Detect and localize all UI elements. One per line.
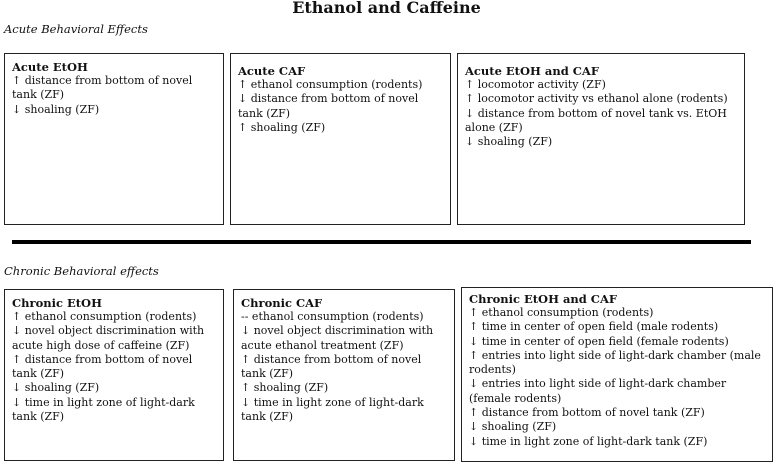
- effect-line: ↓ time in light zone of light-dark tank (ZF): [469, 434, 708, 448]
- effect-line: ↓ entries into light side of light-dark chamber (female rodents): [469, 377, 727, 405]
- effect-list: [238, 78, 443, 135]
- box-heading: Acute CAF: [238, 64, 306, 78]
- diagram-title: Ethanol and Caffeine: [292, 0, 481, 17]
- effect-list: [12, 310, 216, 424]
- effect-line: ↑ ethanol consumption (rodents): [469, 306, 654, 319]
- box-heading: Acute EtOH: [12, 60, 88, 74]
- effect-line: ↑ time in center of open field (male rodents): [469, 320, 719, 334]
- effect-line: ↑ distance from bottom of novel tank (ZF): [469, 406, 705, 420]
- effect-line: ↑ distance from bottom of novel tank (ZF): [12, 74, 193, 102]
- effect-list: [241, 310, 447, 424]
- effect-line: ↓ time in center of open field (female rodents): [469, 334, 729, 348]
- effect-line: ↑ locomotor activity (ZF): [465, 78, 606, 91]
- section-divider: [12, 240, 751, 244]
- effect-line: ↓ shoaling (ZF): [465, 135, 553, 149]
- effect-list: [12, 74, 216, 117]
- effect-line: ↓ shoaling (ZF): [12, 102, 100, 116]
- box-heading: Chronic EtOH: [12, 296, 102, 310]
- effect-line: ↑ ethanol consumption (rodents): [12, 310, 197, 323]
- acute-etoh-box: [4, 53, 224, 225]
- effect-line: ↓ shoaling (ZF): [469, 420, 557, 434]
- effect-line: ↑ ethanol consumption (rodents): [238, 78, 423, 91]
- effect-line: ↑ entries into light side of light-dark chamber (male rodents): [469, 348, 761, 377]
- chronic-section-label: Chronic Behavioral effects: [4, 264, 159, 278]
- effect-line: ↑ locomotor activity vs ethanol alone (rodents): [465, 92, 728, 106]
- chronic-etoh-caf-box: [461, 287, 773, 462]
- chronic-caf-box: [233, 289, 455, 461]
- effect-line: ↓ time in light zone of light-dark tank (ZF): [241, 395, 424, 424]
- acute-etoh-caf-box: [457, 53, 745, 225]
- effect-line: ↓ shoaling (ZF): [12, 381, 100, 395]
- box-heading: Chronic CAF: [241, 296, 323, 310]
- effect-line: ↓ distance from bottom of novel tank (ZF): [238, 92, 419, 120]
- box-heading: Acute EtOH and CAF: [465, 64, 599, 78]
- effect-list: [469, 306, 765, 449]
- effect-line: ↓ time in light zone of light-dark tank (ZF): [12, 395, 195, 424]
- effect-line: ↓ novel object discrimination with acute high dose of caffeine (ZF): [12, 324, 205, 352]
- box-heading: Chronic EtOH and CAF: [469, 292, 618, 306]
- effect-line: ↑ shoaling (ZF): [238, 120, 326, 134]
- effect-line: ↑ shoaling (ZF): [241, 381, 329, 395]
- effect-line: ↓ novel object discrimination with acute ethanol treatment (ZF): [241, 324, 434, 352]
- effect-list: [465, 78, 737, 149]
- acute-section-label: Acute Behavioral Effects: [4, 22, 148, 36]
- effect-line: ↑ distance from bottom of novel tank (ZF): [12, 352, 193, 381]
- effect-line: ↓ distance from bottom of novel tank vs. EtOH alone (ZF): [465, 106, 727, 134]
- acute-caf-box: [230, 53, 451, 225]
- effect-line: -- ethanol consumption (rodents): [241, 310, 424, 323]
- effect-line: ↑ distance from bottom of novel tank (ZF): [241, 352, 422, 381]
- chronic-etoh-box: [4, 289, 224, 461]
